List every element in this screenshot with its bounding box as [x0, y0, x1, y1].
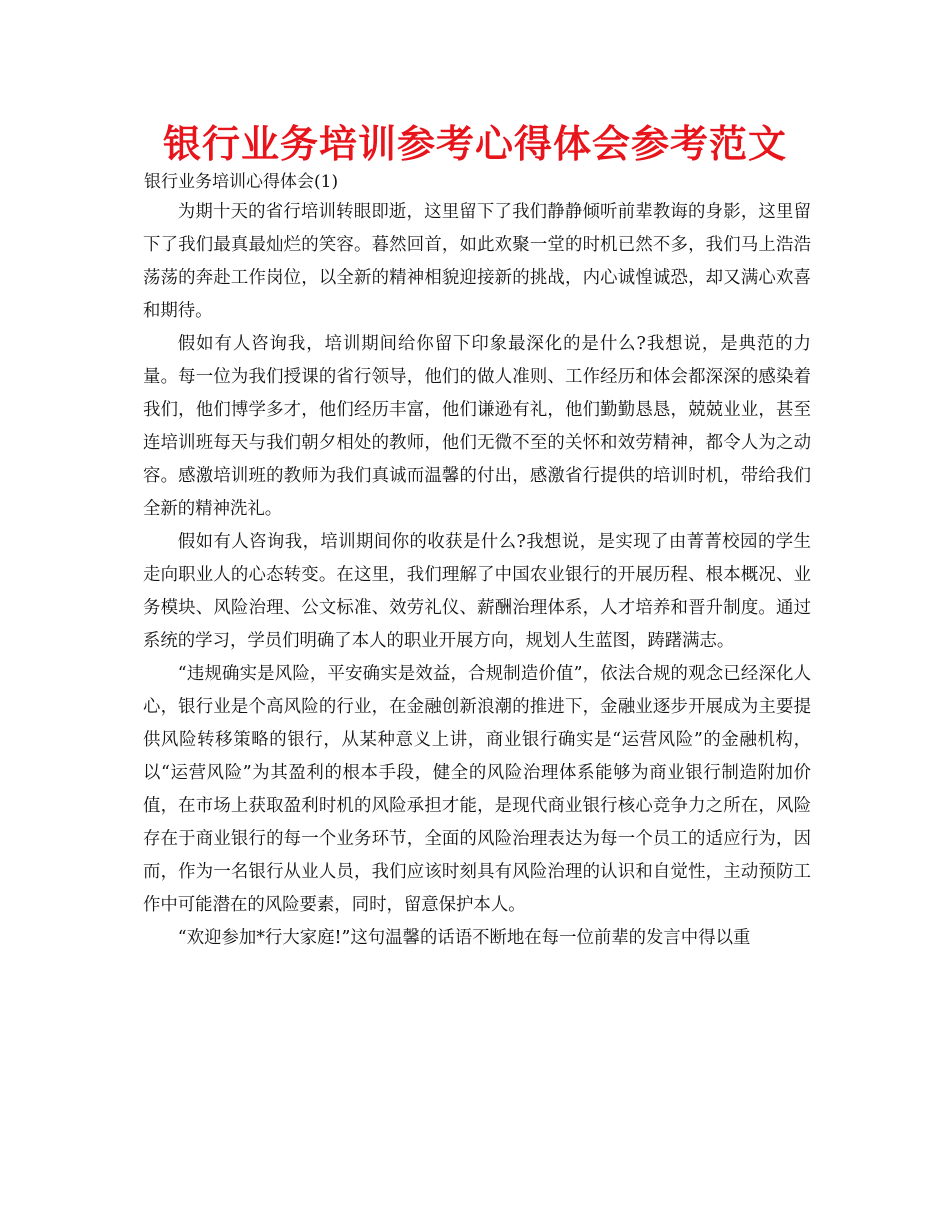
paragraph-3: 假如有人咨询我，培训期间你的收获是什么?我想说，是实现了由菁菁校园的学生走向职业人的心态转变。在这里，我们理解了中国农业银行的开展历程、根本概况、业务模块、风险治理、公文标准、效劳礼仪、薪酬治理体系，人才培养和晋升制度。通过系统的学习，学员们明确了本人的职业开展方向，规划人生蓝图，踌躇满志。 — [143, 532, 811, 651]
paragraph-2: 假如有人咨询我，培训期间给你留下印象最深化的是什么?我想说，是典范的力量。每一位为我们授课的省行领导，他们的做人准则、工作经历和体会都深深的感染着我们，他们博学多才，他们经历丰富，他们谦逊有礼，他们勤勤恳恳，兢兢业业，甚至连培训班每天与我们朝夕相处的教师，他们无微不至的关怀和效劳精神，都令人为之动容。感激培训班的教师为我们真诚而温馨的付出，感激省行提供的培训时机，带给我们全新的精神洗礼。 — [143, 334, 811, 519]
paragraph-4: “违规确实是风险，平安确实是效益，合规制造价值”，依法合规的观念已经深化人心，银行业是个高风险的行业，在金融创新浪潮的推进下，金融业逐步开展成为主要提供风险转移策略的银行，从某种意义上讲，商业银行确实是“运营风险”的金融机构，以“运营风险”为其盈利的根本手段，健全的风险治理体系能够为商业银行制造附加价值，在市场上获取盈利时机的风险承担才能，是现代商业银行核心竞争力之所在，风险存在于商业银行的每一个业务环节，全面的风险治理表达为每一个员工的适应行为，因而，作为一名银行从业人员，我们应该时刻具有风险治理的认识和自觉性，主动预防工作中可能潜在的风险要素，同时，留意保护本人。 — [143, 664, 811, 915]
document-title: 银行业务培训参考心得体会参考范文 — [162, 122, 787, 166]
document-subtitle: 银行业务培训心得体会(1) — [144, 172, 339, 192]
document-body — [143, 196, 811, 955]
paragraph-5: “欢迎参加*行大家庭!”这句温馨的话语不断地在每一位前辈的发言中得以重 — [177, 928, 751, 948]
paragraph-1: 为期十天的省行培训转眼即逝，这里留下了我们静静倾听前辈教诲的身影，这里留下了我们最真最灿烂的笑容。暮然回首，如此欢聚一堂的时机已然不多，我们马上浩浩荡荡的奔赴工作岗位，以全新的精神相貌迎接新的挑战，内心诚惶诚恐，却又满心欢喜和期待。 — [143, 202, 811, 321]
